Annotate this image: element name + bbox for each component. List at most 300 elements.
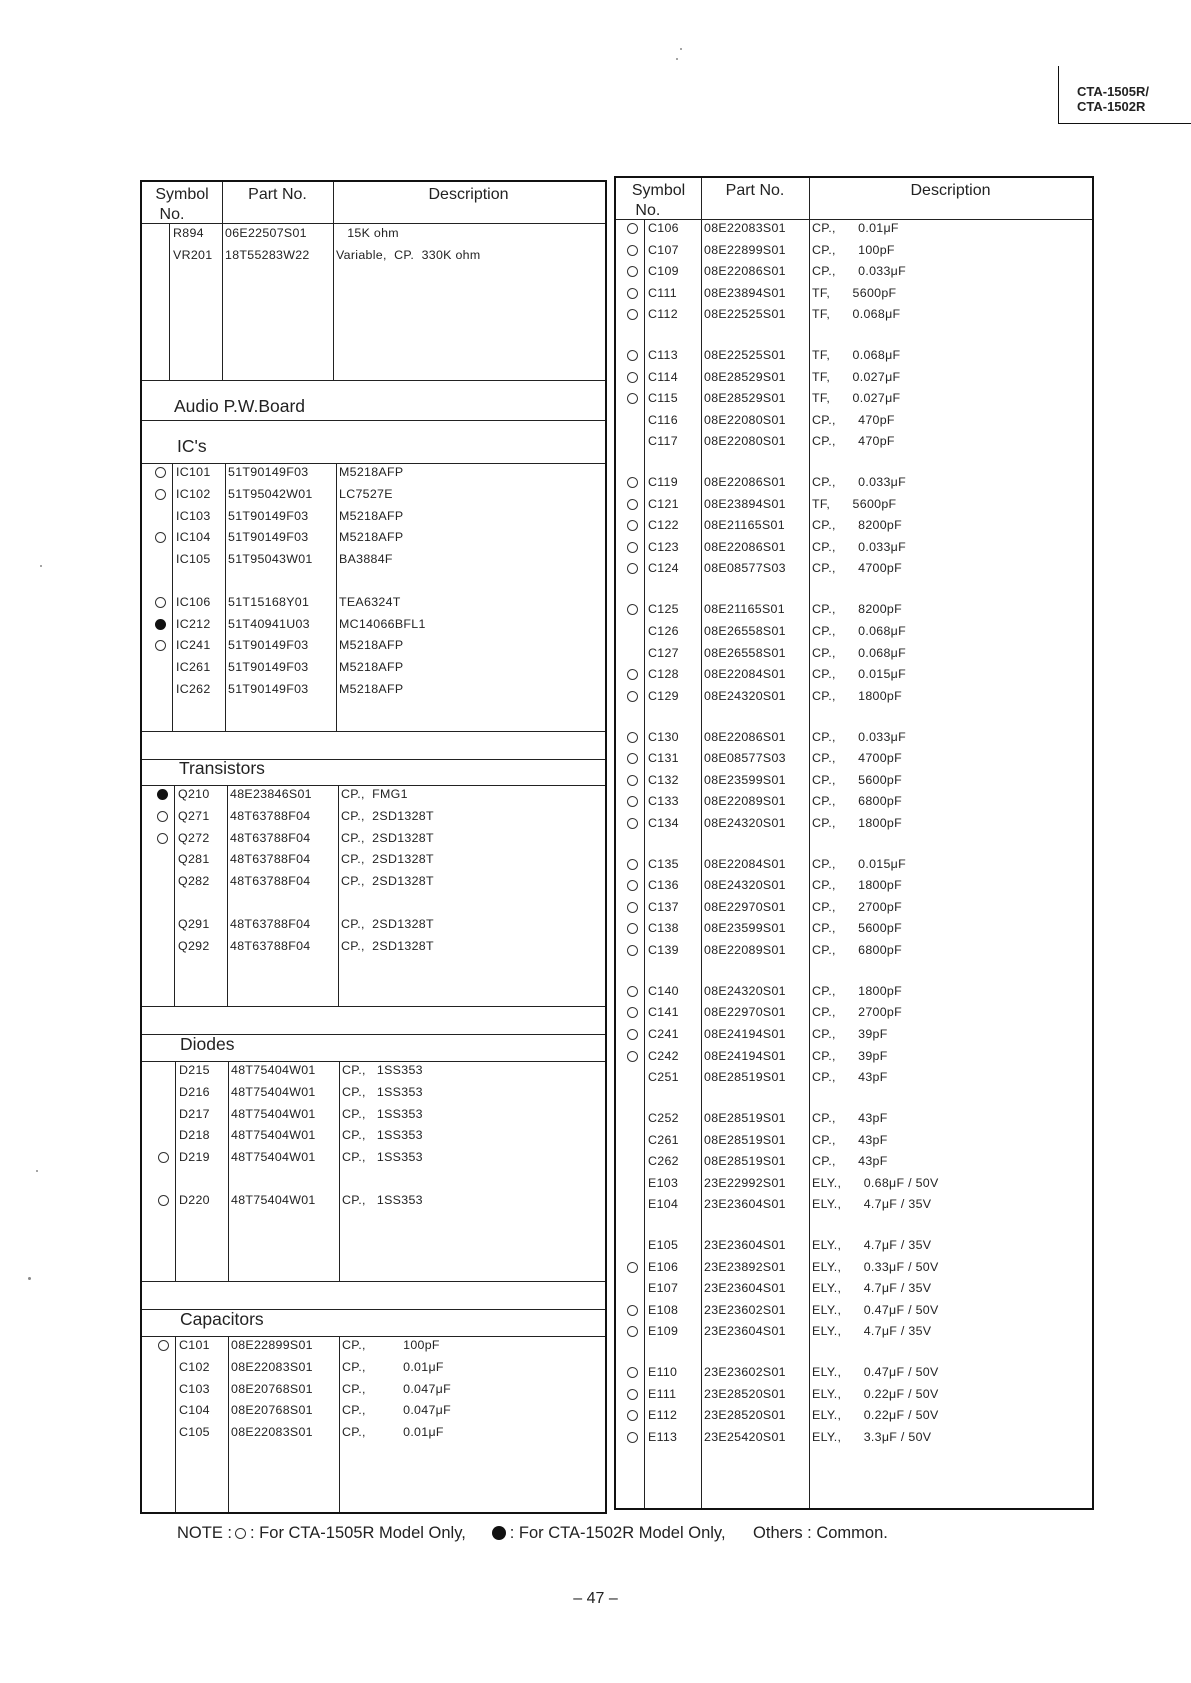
symbol-cell: IC102 bbox=[176, 486, 211, 501]
part-number-cell: 23E23602S01 bbox=[704, 1365, 786, 1380]
description-cell: CP., 1800pF bbox=[812, 688, 902, 703]
symbol-cell: C124 bbox=[648, 561, 679, 576]
description-cell: ELY., 0.47μF / 50V bbox=[812, 1302, 939, 1317]
model-1505r-mark-icon bbox=[627, 563, 638, 574]
model-1505r-mark-icon bbox=[627, 1029, 638, 1040]
part-number-cell: 51T90149F03 bbox=[228, 508, 309, 523]
model-1505r-mark-icon bbox=[155, 597, 166, 608]
symbol-cell: Q292 bbox=[178, 938, 210, 953]
description-cell: ELY., 0.22μF / 50V bbox=[812, 1408, 939, 1423]
part-number-cell: 08E22525S01 bbox=[704, 348, 786, 363]
column-rule bbox=[225, 463, 226, 731]
board-title: Audio P.W.Board bbox=[174, 396, 306, 416]
description-cell: CP., 2SD1328T bbox=[341, 874, 434, 889]
symbol-cell: C141 bbox=[648, 1005, 679, 1020]
column-rule bbox=[169, 223, 170, 380]
part-number-cell: 48T63788F04 bbox=[230, 808, 311, 823]
part-number-cell: 48T75404W01 bbox=[231, 1192, 316, 1207]
description-cell: ELY., 3.3μF / 50V bbox=[812, 1429, 932, 1444]
column-rule bbox=[175, 1061, 176, 1281]
symbol-cell: E111 bbox=[648, 1386, 677, 1401]
description-cell: M5218AFP bbox=[339, 508, 404, 523]
model-1505r-mark-icon bbox=[627, 1410, 638, 1421]
description-cell: CP., 0.033μF bbox=[812, 264, 906, 279]
description-cell: CP., 0.068μF bbox=[812, 623, 906, 638]
model-1505r-mark-icon bbox=[627, 923, 638, 934]
section-rule bbox=[142, 1006, 605, 1007]
right-parts-table bbox=[614, 176, 1094, 1510]
section-title: IC's bbox=[177, 436, 207, 456]
model-number-2: CTA-1502R bbox=[1077, 99, 1146, 114]
scan-speck bbox=[28, 1277, 31, 1280]
model-1505r-mark-icon bbox=[627, 732, 638, 743]
symbol-cell: R894 bbox=[173, 226, 204, 240]
part-number-cell: 08E24194S01 bbox=[704, 1026, 786, 1041]
part-number-cell: 23E23604S01 bbox=[704, 1197, 786, 1212]
part-number-cell: 08E28519S01 bbox=[704, 1070, 786, 1085]
part-number-cell: 23E23604S01 bbox=[704, 1238, 786, 1253]
part-number-cell: 08E08577S03 bbox=[704, 561, 786, 576]
part-number-cell: 08E22970S01 bbox=[704, 1005, 786, 1020]
symbol-cell: D220 bbox=[179, 1192, 210, 1207]
symbol-cell: C102 bbox=[179, 1359, 210, 1374]
part-number-cell: 23E23604S01 bbox=[704, 1281, 786, 1296]
description-cell: 15K ohm bbox=[336, 226, 399, 240]
model-1505r-mark-icon bbox=[627, 393, 638, 404]
description-cell: CP., 5600pF bbox=[812, 921, 902, 936]
part-number-cell: 08E24320S01 bbox=[704, 983, 786, 998]
description-cell: CP., 1SS353 bbox=[342, 1106, 423, 1121]
open-circle-icon bbox=[235, 1528, 246, 1539]
symbol-cell: E104 bbox=[648, 1197, 679, 1212]
column-rule bbox=[339, 1061, 340, 1281]
model-1505r-mark-icon bbox=[627, 669, 638, 680]
column-rule bbox=[222, 182, 223, 223]
section-title: Diodes bbox=[180, 1034, 235, 1054]
symbol-cell: D215 bbox=[179, 1063, 210, 1077]
part-number-cell: 08E24194S01 bbox=[704, 1048, 786, 1063]
note-fill-text: : For CTA-1502R Model Only, bbox=[509, 1524, 726, 1542]
model-1505r-mark-icon bbox=[158, 1195, 169, 1206]
part-number-cell: 48T75404W01 bbox=[231, 1063, 316, 1077]
section-rule bbox=[142, 380, 605, 381]
description-cell: CP., 0.068μF bbox=[812, 645, 906, 660]
section-rule bbox=[142, 1336, 605, 1337]
symbol-cell: C114 bbox=[648, 369, 678, 384]
description-cell: CP., 4700pF bbox=[812, 561, 902, 576]
symbol-cell: E103 bbox=[648, 1175, 679, 1190]
part-number-cell: 08E22080S01 bbox=[704, 434, 786, 449]
symbol-cell: C242 bbox=[648, 1048, 679, 1063]
part-number-cell: 51T90149F03 bbox=[228, 660, 309, 675]
part-number-cell: 48T63788F04 bbox=[230, 852, 311, 867]
part-number-cell: 08E23599S01 bbox=[704, 921, 786, 936]
symbol-cell: C140 bbox=[648, 983, 679, 998]
description-cell: CP., 2SD1328T bbox=[341, 938, 434, 953]
description-cell: CP., 2700pF bbox=[812, 1005, 902, 1020]
section-rule bbox=[142, 420, 605, 421]
scan-speck bbox=[40, 565, 42, 567]
note-common-text: Others : Common. bbox=[753, 1524, 888, 1542]
header-divider bbox=[142, 223, 605, 224]
symbol-cell: C125 bbox=[648, 602, 679, 617]
symbol-cell: IC241 bbox=[176, 638, 211, 653]
symbol-cell: VR201 bbox=[173, 247, 213, 262]
description-cell: M5218AFP bbox=[339, 530, 404, 545]
model-1505r-mark-icon bbox=[155, 532, 166, 543]
model-1505r-mark-icon bbox=[627, 796, 638, 807]
column-rule bbox=[333, 223, 334, 380]
part-number-cell: 51T90149F03 bbox=[228, 681, 309, 696]
description-cell: CP., 1SS353 bbox=[342, 1150, 423, 1165]
column-rule bbox=[174, 785, 175, 1006]
model-1505r-mark-icon bbox=[627, 818, 638, 829]
model-1505r-mark-icon bbox=[158, 1340, 169, 1351]
model-1505r-mark-icon bbox=[627, 1051, 638, 1062]
description-cell: TEA6324T bbox=[339, 594, 401, 609]
description-cell: CP., 39pF bbox=[812, 1048, 888, 1063]
symbol-cell: C241 bbox=[648, 1026, 679, 1041]
description-cell: CP., 0.047μF bbox=[342, 1381, 451, 1396]
description-cell: TF, 0.068μF bbox=[812, 307, 901, 322]
symbol-cell: C127 bbox=[648, 645, 679, 660]
description-cell: CP., 0.01μF bbox=[812, 221, 899, 235]
part-number-cell: 06E22507S01 bbox=[225, 226, 307, 240]
symbol-cell: C101 bbox=[179, 1338, 210, 1352]
description-cell: LC7527E bbox=[339, 486, 393, 501]
scan-speck bbox=[680, 48, 682, 50]
description-cell: ELY., 0.68μF / 50V bbox=[812, 1175, 939, 1190]
description-cell: CP., 0.01μF bbox=[342, 1359, 444, 1374]
description-cell: CP., 0.015μF bbox=[812, 667, 906, 682]
symbol-cell: C261 bbox=[648, 1132, 679, 1147]
symbol-cell: Q281 bbox=[178, 852, 210, 867]
symbol-cell: C109 bbox=[648, 264, 679, 279]
description-cell: TF, 0.068μF bbox=[812, 348, 901, 363]
part-number-cell: 08E22899S01 bbox=[231, 1338, 313, 1352]
column-rule bbox=[701, 178, 702, 1508]
symbol-cell: D216 bbox=[179, 1084, 210, 1099]
description-cell: CP., 2700pF bbox=[812, 899, 902, 914]
part-number-cell: 51T95043W01 bbox=[228, 552, 313, 567]
description-cell: TF, 0.027μF bbox=[812, 391, 901, 406]
part-number-cell: 48T75404W01 bbox=[231, 1084, 316, 1099]
description-cell: CP., 43pF bbox=[812, 1154, 888, 1169]
part-number-cell: 48T75404W01 bbox=[231, 1128, 316, 1143]
model-1505r-mark-icon bbox=[627, 604, 638, 615]
description-cell: CP., 470pF bbox=[812, 434, 895, 449]
description-cell: ELY., 0.22μF / 50V bbox=[812, 1386, 939, 1401]
part-number-cell: 08E22086S01 bbox=[704, 729, 786, 744]
model-1505r-mark-icon bbox=[627, 266, 638, 277]
note-open-text: : For CTA-1505R Model Only, bbox=[250, 1524, 466, 1542]
model-1505r-mark-icon bbox=[157, 811, 168, 822]
part-number-cell: 23E28520S01 bbox=[704, 1408, 786, 1423]
symbol-cell: E113 bbox=[648, 1429, 678, 1444]
symbol-cell: D218 bbox=[179, 1128, 210, 1143]
section-title: Transistors bbox=[179, 758, 265, 778]
section-rule bbox=[142, 1061, 605, 1062]
symbol-cell: C252 bbox=[648, 1111, 679, 1125]
description-cell: CP., 43pF bbox=[812, 1070, 888, 1085]
description-cell: ELY., 4.7μF / 35V bbox=[812, 1324, 932, 1339]
description-cell: CP., 4700pF bbox=[812, 751, 902, 766]
model-1505r-mark-icon bbox=[627, 986, 638, 997]
part-number-cell: 08E24320S01 bbox=[704, 688, 786, 703]
symbol-header bbox=[142, 185, 222, 225]
description-cell: CP., 470pF bbox=[812, 412, 895, 427]
part-number-cell: 23E23892S01 bbox=[704, 1259, 786, 1274]
symbol-cell: IC212 bbox=[176, 616, 211, 631]
section-rule bbox=[142, 785, 605, 786]
symbol-cell: C103 bbox=[179, 1381, 210, 1396]
part-no-header: Part No. bbox=[248, 186, 307, 203]
header-divider bbox=[616, 219, 1092, 220]
scan-speck bbox=[676, 58, 678, 60]
symbol-cell: C106 bbox=[648, 221, 679, 235]
description-cell: TF, 0.027μF bbox=[812, 369, 901, 384]
part-number-cell: 23E22992S01 bbox=[704, 1175, 786, 1190]
symbol-cell: C119 bbox=[648, 475, 678, 490]
symbol-cell: E105 bbox=[648, 1238, 679, 1253]
model-1505r-mark-icon bbox=[627, 880, 638, 891]
symbol-cell: E108 bbox=[648, 1302, 679, 1317]
symbol-cell: C121 bbox=[648, 496, 679, 511]
model-1505r-mark-icon bbox=[627, 902, 638, 913]
model-1502r-mark-icon bbox=[155, 619, 166, 630]
column-rule bbox=[336, 463, 337, 731]
description-cell: CP., 43pF bbox=[812, 1111, 888, 1125]
description-cell: CP., 1800pF bbox=[812, 815, 902, 830]
part-number-cell: 08E22525S01 bbox=[704, 307, 786, 322]
symbol-cell: C123 bbox=[648, 539, 679, 554]
description-header: Description bbox=[428, 186, 509, 203]
model-1505r-mark-icon bbox=[627, 350, 638, 361]
model-1505r-mark-icon bbox=[627, 945, 638, 956]
model-number-box bbox=[1058, 66, 1191, 124]
description-cell: CP., 39pF bbox=[812, 1026, 888, 1041]
description-cell: ELY., 4.7μF / 35V bbox=[812, 1197, 932, 1212]
column-rule bbox=[228, 1061, 229, 1281]
symbol-cell: C134 bbox=[648, 815, 679, 830]
symbol-cell: C126 bbox=[648, 623, 679, 638]
description-cell: ELY., 0.33μF / 50V bbox=[812, 1259, 939, 1274]
description-cell: ELY., 4.7μF / 35V bbox=[812, 1238, 932, 1253]
part-number-cell: 08E23894S01 bbox=[704, 496, 786, 511]
description-cell: CP., 43pF bbox=[812, 1132, 888, 1147]
symbol-cell: Q271 bbox=[178, 808, 210, 823]
model-1505r-mark-icon bbox=[627, 520, 638, 531]
description-cell: CP., 6800pF bbox=[812, 942, 902, 957]
column-rule bbox=[172, 463, 173, 731]
part-number-cell: 08E21165S01 bbox=[704, 602, 785, 617]
part-number-cell: 48T63788F04 bbox=[230, 830, 311, 845]
part-number-cell: 08E22083S01 bbox=[704, 221, 786, 235]
description-cell: ELY., 0.47μF / 50V bbox=[812, 1365, 939, 1380]
part-number-cell: 08E23599S01 bbox=[704, 772, 786, 787]
model-1505r-mark-icon bbox=[627, 288, 638, 299]
symbol-cell: E109 bbox=[648, 1324, 679, 1339]
symbol-cell: C128 bbox=[648, 667, 679, 682]
symbol-cell: IC104 bbox=[176, 530, 211, 545]
description-cell: CP., 2SD1328T bbox=[341, 808, 434, 823]
part-number-cell: 08E22083S01 bbox=[231, 1425, 313, 1440]
symbol-header-line1: Symbol bbox=[631, 182, 686, 199]
column-rule bbox=[338, 785, 339, 1006]
model-1505r-mark-icon bbox=[155, 467, 166, 478]
part-number-cell: 48T63788F04 bbox=[230, 874, 311, 889]
part-number-cell: 08E22084S01 bbox=[704, 856, 786, 871]
part-number-cell: 08E22086S01 bbox=[704, 539, 786, 554]
part-number-cell: 08E20768S01 bbox=[231, 1381, 313, 1396]
symbol-cell: D219 bbox=[179, 1150, 210, 1165]
description-cell: CP., 0.015μF bbox=[812, 856, 906, 871]
column-rule bbox=[228, 1336, 229, 1512]
description-cell: CP., 0.033μF bbox=[812, 729, 906, 744]
part-number-cell: 18T55283W22 bbox=[225, 247, 310, 262]
description-cell: TF, 5600pF bbox=[812, 496, 897, 511]
model-1502r-mark-icon bbox=[157, 789, 168, 800]
column-rule bbox=[227, 785, 228, 1006]
model-1505r-mark-icon bbox=[627, 372, 638, 383]
part-number-cell: 08E22080S01 bbox=[704, 412, 786, 427]
symbol-header-line2: No. bbox=[635, 202, 661, 219]
symbol-cell: C117 bbox=[648, 434, 678, 449]
symbol-cell: C132 bbox=[648, 772, 679, 787]
model-1505r-mark-icon bbox=[627, 499, 638, 510]
symbol-cell: C105 bbox=[179, 1425, 210, 1440]
scan-speck bbox=[36, 1170, 38, 1172]
symbol-cell: C116 bbox=[648, 412, 678, 427]
description-cell: CP., 100pF bbox=[812, 242, 895, 257]
symbol-cell: C111 bbox=[648, 285, 677, 300]
part-number-cell: 48T63788F04 bbox=[230, 916, 311, 931]
model-1505r-mark-icon bbox=[627, 1262, 638, 1273]
part-number-cell: 51T95042W01 bbox=[228, 486, 313, 501]
part-number-cell: 08E28529S01 bbox=[704, 391, 786, 406]
symbol-cell: Q210 bbox=[178, 787, 210, 801]
symbol-cell: C139 bbox=[648, 942, 679, 957]
description-cell: CP., 0.01μF bbox=[342, 1425, 444, 1440]
column-rule bbox=[644, 219, 645, 1508]
symbol-cell: C262 bbox=[648, 1154, 679, 1169]
part-number-cell: 08E20768S01 bbox=[231, 1403, 313, 1418]
symbol-cell: C104 bbox=[179, 1403, 210, 1418]
part-number-cell: 08E28519S01 bbox=[704, 1111, 786, 1125]
symbol-cell: Q282 bbox=[178, 874, 210, 889]
section-rule bbox=[142, 731, 605, 732]
part-number-cell: 51T40941U03 bbox=[228, 616, 310, 631]
model-1505r-mark-icon bbox=[157, 833, 168, 844]
part-number-cell: 08E08577S03 bbox=[704, 751, 786, 766]
model-1505r-mark-icon bbox=[627, 245, 638, 256]
description-cell: CP., 0.047μF bbox=[342, 1403, 451, 1418]
symbol-cell: IC262 bbox=[176, 681, 211, 696]
symbol-cell: IC101 bbox=[176, 465, 211, 479]
symbol-cell: IC261 bbox=[176, 660, 211, 675]
symbol-cell: C137 bbox=[648, 899, 679, 914]
model-1505r-mark-icon bbox=[627, 753, 638, 764]
part-number-cell: 08E22089S01 bbox=[704, 942, 786, 957]
description-cell: M5218AFP bbox=[339, 638, 404, 653]
description-cell: M5218AFP bbox=[339, 465, 404, 479]
filled-circle-icon bbox=[492, 1526, 506, 1540]
part-number-cell: 08E26558S01 bbox=[704, 645, 786, 660]
symbol-cell: D217 bbox=[179, 1106, 210, 1121]
symbol-cell: C135 bbox=[648, 856, 679, 871]
part-number-cell: 08E24320S01 bbox=[704, 815, 786, 830]
column-rule bbox=[809, 178, 810, 1508]
symbol-cell: E110 bbox=[648, 1365, 678, 1380]
model-1505r-mark-icon bbox=[627, 1305, 638, 1316]
model-1505r-mark-icon bbox=[627, 223, 638, 234]
model-number-1: CTA-1505R/ bbox=[1077, 84, 1150, 99]
symbol-cell: C122 bbox=[648, 518, 679, 533]
symbol-cell: C133 bbox=[648, 794, 679, 809]
symbol-cell: E112 bbox=[648, 1408, 678, 1423]
part-number-cell: 23E23602S01 bbox=[704, 1302, 786, 1317]
model-1505r-mark-icon bbox=[627, 691, 638, 702]
part-number-cell: 48T75404W01 bbox=[231, 1106, 316, 1121]
column-rule bbox=[175, 1336, 176, 1512]
part-number-cell: 08E22083S01 bbox=[231, 1359, 313, 1374]
description-cell: CP., FMG1 bbox=[341, 787, 408, 801]
symbol-cell: C251 bbox=[648, 1070, 679, 1085]
part-number-cell: 48E23846S01 bbox=[230, 787, 312, 801]
description-cell: MC14066BFL1 bbox=[339, 616, 426, 631]
model-1505r-mark-icon bbox=[627, 542, 638, 553]
symbol-cell: C112 bbox=[648, 307, 678, 322]
description-cell: CP., 6800pF bbox=[812, 794, 902, 809]
page-number: – 47 – bbox=[573, 1590, 618, 1607]
part-no-header: Part No. bbox=[725, 182, 785, 199]
part-number-cell: 08E23894S01 bbox=[704, 285, 786, 300]
part-number-cell: 08E21165S01 bbox=[704, 518, 785, 533]
part-number-cell: 08E28529S01 bbox=[704, 369, 786, 384]
symbol-cell: C129 bbox=[648, 688, 679, 703]
model-1505r-mark-icon bbox=[155, 489, 166, 500]
part-number-cell: 23E23604S01 bbox=[704, 1324, 786, 1339]
description-cell: CP., 1SS353 bbox=[342, 1192, 423, 1207]
column-rule bbox=[339, 1336, 340, 1512]
symbol-header bbox=[616, 181, 701, 221]
part-number-cell: 08E28519S01 bbox=[704, 1154, 786, 1169]
description-cell: CP., 2SD1328T bbox=[341, 916, 434, 931]
description-cell: CP., 8200pF bbox=[812, 602, 902, 617]
model-1505r-mark-icon bbox=[627, 1389, 638, 1400]
description-cell: ELY., 4.7μF / 35V bbox=[812, 1281, 932, 1296]
part-number-cell: 51T90149F03 bbox=[228, 638, 309, 653]
description-cell: BA3884F bbox=[339, 552, 393, 567]
symbol-cell: IC105 bbox=[176, 552, 211, 567]
symbol-cell: C136 bbox=[648, 878, 679, 893]
model-1505r-mark-icon bbox=[158, 1152, 169, 1163]
left-parts-table bbox=[140, 180, 607, 1514]
part-number-cell: 08E22086S01 bbox=[704, 475, 786, 490]
symbol-cell: C131 bbox=[648, 751, 679, 766]
part-number-cell: 51T90149F03 bbox=[228, 465, 309, 479]
description-cell: CP., 0.033μF bbox=[812, 475, 906, 490]
part-number-cell: 08E22899S01 bbox=[704, 242, 786, 257]
part-number-cell: 08E28519S01 bbox=[704, 1132, 786, 1147]
column-rule bbox=[333, 182, 334, 223]
symbol-header-line2: No. bbox=[159, 206, 185, 223]
description-cell: CP., 1800pF bbox=[812, 878, 902, 893]
description-cell: CP., 2SD1328T bbox=[341, 852, 434, 867]
symbol-cell: C115 bbox=[648, 391, 678, 406]
section-title: Capacitors bbox=[180, 1309, 264, 1329]
part-number-cell: 48T63788F04 bbox=[230, 938, 311, 953]
